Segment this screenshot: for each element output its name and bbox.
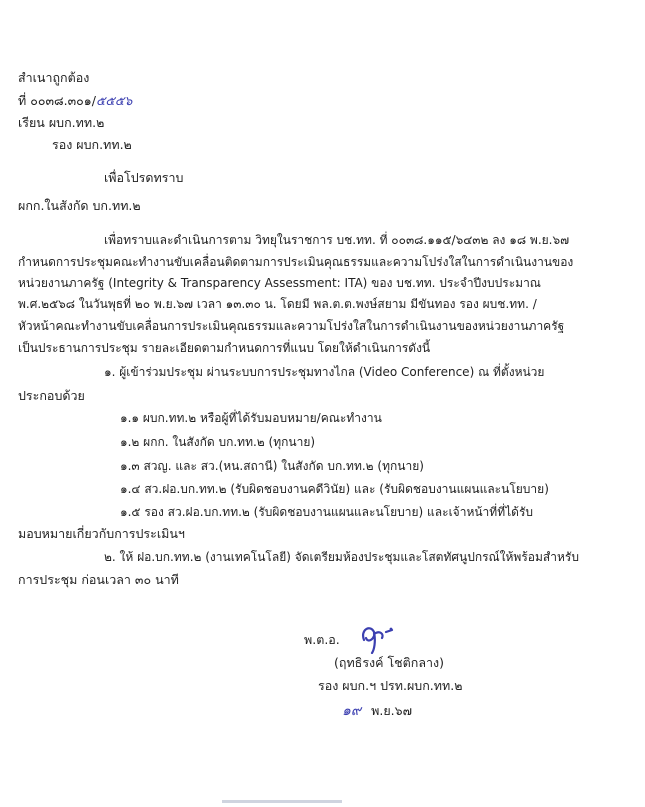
addressee-1: เรียน ผบก.ทท.๒ [18, 115, 105, 130]
sub-item-1-5: ๑.๕ รอง สว.ฝอ.บก.ทท.๒ (รับผิดชอบงานแผนและนโยบาย) และเจ้าหน้าที่ที่ได้รับ [120, 505, 534, 519]
para-line-2: กำหนดการประชุมคณะทำงานขับเคลื่อนติดตามการประเมินคุณธรรมและความโปร่งใสในการดำเนินงานของ [18, 255, 574, 269]
signatory-rank: พ.ต.อ. [304, 632, 340, 647]
sub-item-1-5-continuation: มอบหมายเกี่ยวกับการประเมินฯ [18, 526, 185, 541]
para-line-4: พ.ศ.๒๕๖๘ ในวันพุธที่ ๒๐ พ.ย.๖๗ เวลา ๑๓.๓๐ น. โดยมี พล.ต.ต.พงษ์สยาม มีขันทอง รอง ผบช.ทท. / [18, 297, 537, 311]
sender-line: ผกก.ในสังกัด บก.ทท.๒ [18, 198, 141, 213]
signatory-name: (ฤทธิรงค์ โชติกลาง) [334, 655, 445, 670]
sub-item-1-1: ๑.๑ ผบก.ทท.๒ หรือผู้ที่ได้รับมอบหมาย/คณะทำงาน [120, 411, 382, 425]
signature-date [342, 704, 412, 718]
document-number-handwritten: ๕๕๕๖ [95, 93, 133, 108]
item-2-continuation: การประชุม ก่อนเวลา ๓๐ นาที [18, 572, 179, 587]
signature-image [356, 620, 396, 654]
para-line-5: หัวหน้าคณะทำงานขับเคลื่อนการประเมินคุณธรรมและความโปร่งใสในการดำเนินงานของหน่วยงานภาครัฐ [18, 319, 565, 333]
para-line-3: หน่วยงานภาครัฐ (Integrity & Transparency Assessment: ITA) ของ บช.ทท. ประจำปีงบประมาณ [18, 276, 541, 290]
purpose-line: เพื่อโปรดทราบ [104, 170, 184, 185]
signature-date-suffix: พ.ย.๖๗ [371, 703, 412, 718]
document-number-text: ที่ ๐๐๓๘.๓๐๑/ [18, 93, 96, 108]
para-line-1: เพื่อทราบและดำเนินการตาม วิทยุในราชการ บช.ทท. ที่ ๐๐๓๘.๑๑๕/๖๔๓๒ ลง ๑๘ พ.ย.๖๗ [104, 233, 570, 247]
item-1: ๑. ผู้เข้าร่วมประชุม ผ่านระบบการประชุมทางไกล (Video Conference) ณ ที่ตั้งหน่วย [104, 365, 545, 379]
copy-note: สำเนาถูกต้อง [18, 70, 90, 85]
sub-item-1-4: ๑.๔ สว.ฝอ.บก.ทท.๒ (รับผิดชอบงานคดีวินัย) และ (รับผิดชอบงานแผนและนโยบาย) [120, 482, 549, 496]
item-1-continuation: ประกอบด้วย [18, 388, 85, 403]
sub-item-1-2: ๑.๒ ผกก. ในสังกัด บก.ทท.๒ (ทุกนาย) [120, 435, 316, 449]
document-number [18, 95, 132, 108]
sub-item-1-3: ๑.๓ สวญ. และ สว.(หน.สถานี) ในสังกัด บก.ทท.๒ (ทุกนาย) [120, 459, 424, 473]
para-line-6: เป็นประธานการประชุม รายละเอียดตามกำหนดการที่แนบ โดยให้ดำเนินการดังนี้ [18, 341, 431, 355]
scan-bottom-mark [222, 800, 342, 803]
item-2: ๒. ให้ ฝอ.บก.ทท.๒ (งานเทคโนโลยี) จัดเตรียมห้องประชุมและโสตทัศนูปกรณ์ให้พร้อมสำหรับ [104, 550, 579, 564]
signatory-position: รอง ผบก.ฯ ปรท.ผบก.ทท.๒ [318, 678, 463, 693]
signature-date-handwritten: ๑๙ [342, 703, 362, 719]
addressee-2: รอง ผบก.ทท.๒ [52, 137, 132, 152]
